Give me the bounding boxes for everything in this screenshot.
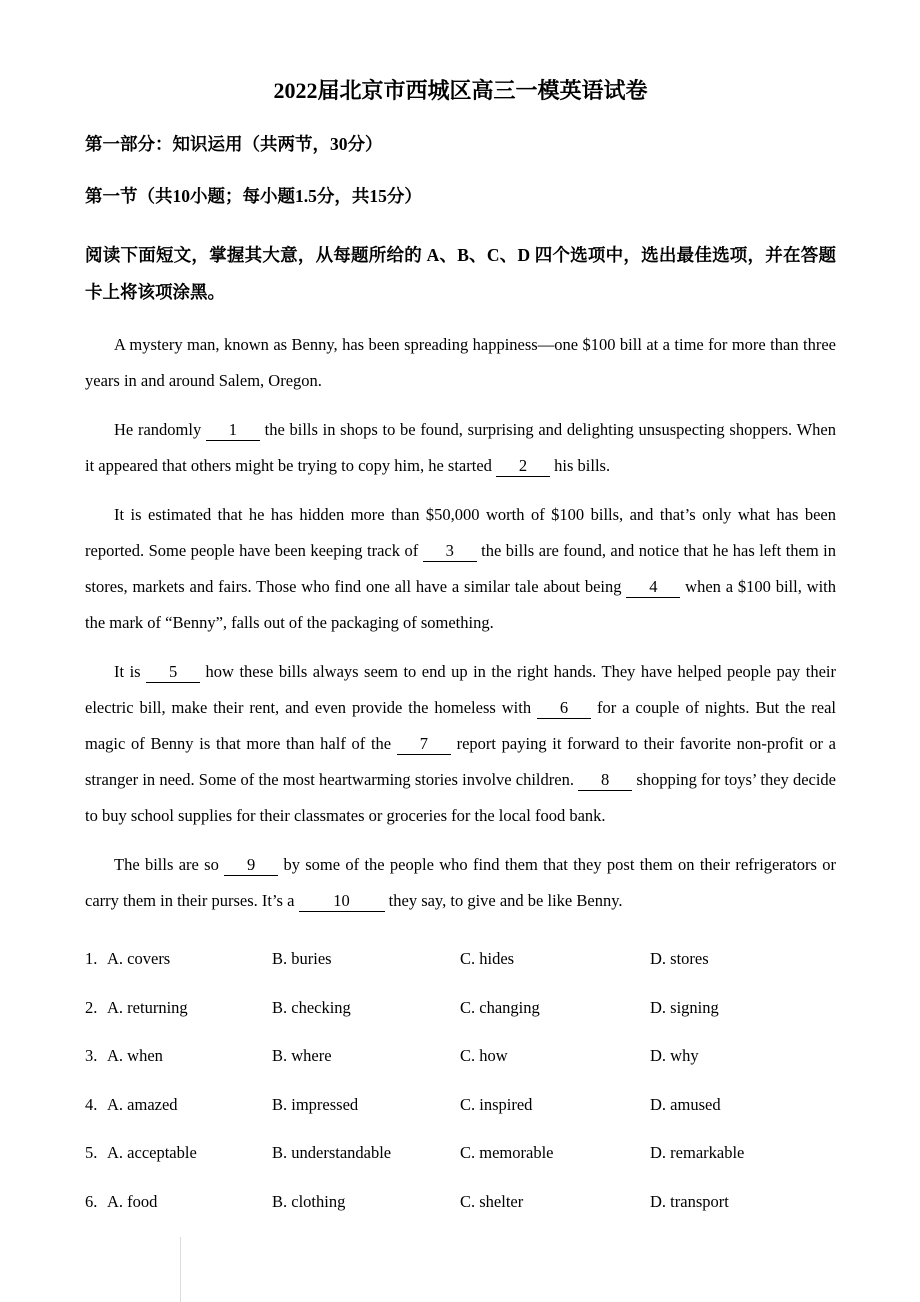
choice-cell [272,998,460,1018]
choice-option: D. stores [650,949,709,969]
choice-option: D. why [650,1046,699,1066]
passage-paragraph: He randomly 1 the bills in shops to be found, surprising and delighting unsuspecting shoppers. When it appeared that others might be trying to copy him, he started 2 his bills. [85,420,836,475]
passage-paragraph: It is 5 how these bills always seem to end up in the right hands. They have helped people pay their electric bill, make their rent, and even provide the homeless with 6 for a couple of nights. But the real magic of Benny is that more than half of the 7 report paying it forward to their favorite non-profit or a stranger in need. Some of the most heartwarming stories involve children. 8 shopping for toys’ they decide to buy school supplies for their classmates or groceries for the local food bank. [85,662,836,825]
choice-option: B. understandable [272,1143,392,1163]
question-row [85,1178,836,1227]
choice-option: A. food [107,1191,158,1211]
question-number: 3. [85,1046,98,1066]
question-options-list [85,935,836,1226]
question-row [85,984,836,1033]
passage-paragraph: The bills are so 9 by some of the people who find them that they post them on their refrigerators or carry them in their purses. It’s a 10 they say, to give and be like Benny. [85,855,836,910]
choice-cell [85,949,272,969]
choice-option: A. when [107,1046,163,1066]
choice-option: C. shelter [460,1191,524,1211]
question-row [85,1129,836,1178]
choice-cell [272,1046,460,1066]
question-number: 4. [85,1094,98,1114]
cloze-blank-9: 9 [224,856,278,876]
choice-option: C. how [460,1046,508,1066]
choice-option: D. amused [650,1094,721,1114]
choice-cell [460,1046,650,1066]
choice-cell [650,998,836,1018]
choice-cell [460,998,650,1018]
instructions-text: 阅读下面短文，掌握其大意，从每题所给的 A、B、C、D 四个选项中，选出最佳选项，并在答题卡上将该项涂黑。 [85,245,836,302]
choice-option: C. inspired [460,1094,533,1114]
choice-option: C. hides [460,949,515,969]
cloze-passage [85,327,836,919]
cloze-blank-5: 5 [146,663,200,683]
choice-cell [650,1095,836,1115]
choice-option: C. changing [460,997,540,1017]
choice-cell [272,1095,460,1115]
choice-cell [272,1143,460,1163]
cloze-blank-6: 6 [537,699,591,719]
choice-cell [85,1143,272,1163]
choice-option: A. acceptable [107,1143,197,1163]
choice-option: D. transport [650,1191,729,1211]
question-number: 5. [85,1143,98,1163]
cloze-blank-1: 1 [206,421,260,441]
choice-cell [650,949,836,969]
question-row [85,1081,836,1130]
cloze-blank-7: 7 [397,735,451,755]
choice-cell [85,1192,272,1212]
choice-option: D. signing [650,997,719,1017]
choice-cell [85,998,272,1018]
section-one-heading: 第一节（共10小题；每小题1.5分，共15分） [85,186,422,206]
choice-option: B. impressed [272,1094,359,1114]
choice-cell [272,1192,460,1212]
choice-cell [650,1192,836,1212]
choice-option: B. where [272,1046,332,1066]
choice-cell [85,1046,272,1066]
question-row [85,935,836,984]
page-artifact-line [180,1237,181,1302]
choice-option: B. checking [272,997,351,1017]
choice-cell [85,1095,272,1115]
choice-option: B. buries [272,949,332,969]
choice-option: C. memorable [460,1143,554,1163]
question-row [85,1032,836,1081]
question-number: 2. [85,997,98,1017]
choice-cell [460,1192,650,1212]
choice-cell [460,1095,650,1115]
choice-cell [460,949,650,969]
choice-option: A. covers [107,949,171,969]
choice-option: A. returning [107,997,188,1017]
cloze-blank-2: 2 [496,457,550,477]
choice-option: D. remarkable [650,1143,745,1163]
cloze-blank-8: 8 [578,771,632,791]
cloze-blank-10: 10 [299,892,385,912]
question-number: 6. [85,1191,98,1211]
passage-paragraph: It is estimated that he has hidden more than $50,000 worth of $100 bills, and that’s only what has been reported. Some people have been keeping track of 3 the bills are found, and notice that he has left them in stores, markets and fairs. Those who find one all have a similar tale about being 4 when a $100 bill, with the mark of “Benny”, falls out of the packaging of something. [85,505,836,632]
cloze-blank-3: 3 [423,542,477,562]
choice-cell [650,1046,836,1066]
document-title: 2022届北京市西城区高三一模英语试卷 [273,78,648,103]
cloze-blank-4: 4 [626,578,680,598]
choice-option: A. amazed [107,1094,178,1114]
choice-cell [460,1143,650,1163]
part-one-heading: 第一部分：知识运用（共两节，30分） [85,134,383,154]
choice-option: B. clothing [272,1191,346,1211]
choice-cell [272,949,460,969]
passage-paragraph: A mystery man, known as Benny, has been spreading happiness—one $100 bill at a time for more than three years in and around Salem, Oregon. [85,335,836,390]
choice-cell [650,1143,836,1163]
question-number: 1. [85,949,98,969]
